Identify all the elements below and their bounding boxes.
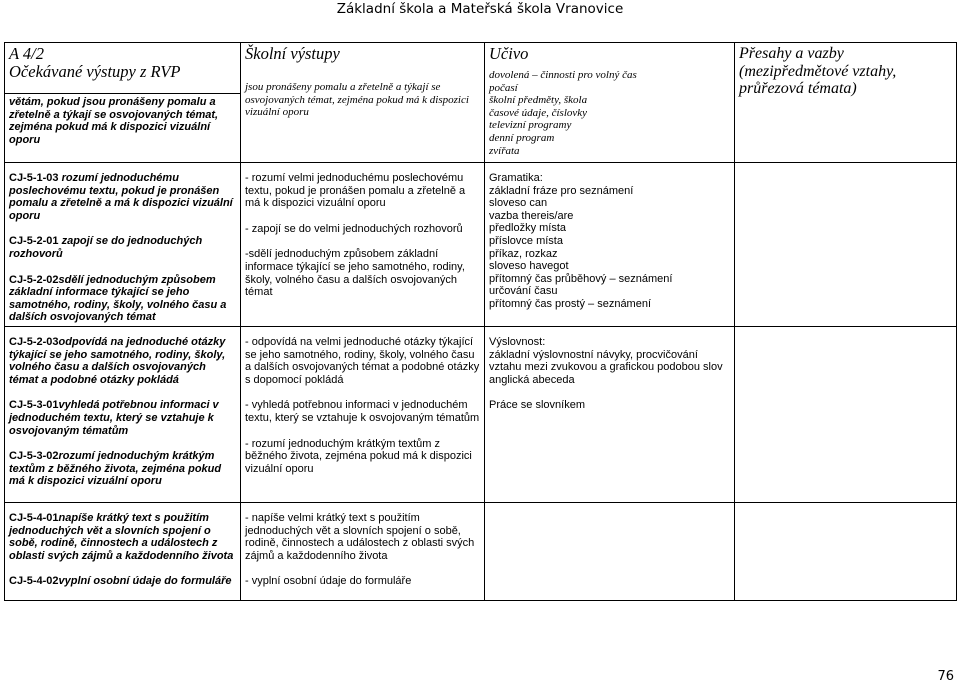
output-text: zapojí se do jednoduchých rozhovorů (9, 235, 203, 260)
curriculum-item: vazba thereis/are (489, 209, 574, 222)
curriculum-cell (485, 502, 735, 600)
spacer (9, 386, 236, 399)
header-cell-overlaps (735, 43, 957, 163)
school-output-item: - zapojí se do velmi jednoduchých rozhovorů (245, 222, 463, 235)
expected-output-item (9, 575, 236, 588)
expected-output-item (9, 235, 236, 260)
school-output-item: - vyhledá potřebnou informaci v jednoduchém textu, který se vztahuje k osvojovaným tématům (245, 399, 480, 424)
expected-output-item (9, 336, 236, 386)
school-output-item: - odpovídá na velmi jednoduché otázky týkající se jeho samotného, rodiny, školy, volného času a dalších osvojovaných témat a podobné otázky s dopomocí pokládá (245, 335, 480, 386)
table-row (5, 163, 957, 327)
curriculum-item: příslovce místa (489, 234, 563, 247)
curriculum-item: denní program (489, 131, 555, 144)
spacer (245, 210, 480, 223)
table-header-row (5, 43, 957, 94)
output-code: CJ-5-2-03 (9, 335, 59, 348)
spacer (9, 437, 236, 450)
header-school-outputs: Školní výstupy (245, 44, 340, 63)
curriculum-item: základní fráze pro seznámení (489, 184, 634, 197)
output-code: CJ-5-1-03 (9, 172, 59, 184)
school-output-item: -sdělí jednoduchým způsobem základní informace týkající se jeho samotného, rodiny, školy, volného času a dalších osvojovaných témat (245, 248, 465, 299)
spacer (245, 235, 480, 248)
curriculum-item: sloveso can (489, 197, 548, 210)
expected-output-item (9, 399, 236, 437)
curriculum-item: Práce se slovníkem (489, 399, 585, 412)
school-output-item: - vyplní osobní údaje do formuláře (245, 575, 412, 588)
expected-output-item (9, 512, 236, 562)
page-header: Základní škola a Mateřská škola Vranovice (336, 1, 624, 17)
curriculum-list (489, 69, 730, 157)
overlaps-cell (735, 163, 957, 327)
expected-output-item (9, 274, 236, 324)
output-text: napíše krátký text s použitím jednoduchých vět a slovních spojení o sobě, rodině, činnostech a událostech z oblasti svých zájmů a každodenního života (9, 511, 234, 562)
spacer (9, 562, 236, 575)
overlaps-cell (735, 502, 957, 600)
overlaps-cell (735, 326, 957, 502)
spacer (245, 386, 480, 399)
curriculum-item: anglická abeceda (489, 373, 575, 386)
curriculum-item: sloveso havegot (489, 260, 569, 273)
output-text: vyplní osobní údaje do formuláře (58, 575, 232, 588)
school-output-item: - rozumí jednoduchým krátkým textům z běžného života, zejména pokud má k dispozici vizuální oporu (245, 437, 472, 475)
expected-output-item (9, 172, 236, 222)
output-text: sdělí jednoduchým způsobem základní informace týkající se jeho samotného, rodiny, školy, volného času a dalších osvojovaných témat (9, 273, 227, 324)
curriculum-item: Gramatika: (489, 172, 543, 184)
spacer (9, 261, 236, 274)
school-outputs-cell (241, 163, 485, 327)
output-code: CJ-5-3-01 (9, 399, 59, 412)
header-cell-curriculum (485, 43, 735, 163)
spacer (489, 386, 730, 399)
output-code: CJ-5-3-02 (9, 450, 59, 463)
output-text: vyhledá potřebnou informaci v jednoduchém textu, který se vztahuje k osvojovaným tématům (9, 399, 219, 437)
output-text: odpovídá na jednoduché otázky týkající se jeho samotného, rodiny, školy, volného času a dalších osvojovaných témat a podobné otázky pokládá (9, 335, 226, 386)
expected-outputs-cell (5, 326, 241, 502)
header-cell-expected-outputs (5, 43, 241, 94)
curriculum-item: dovolená – činnosti pro volný čas (489, 69, 637, 81)
spacer (245, 562, 480, 575)
school-outputs-cell (241, 502, 485, 600)
table-row (5, 326, 957, 502)
spacer (9, 222, 236, 235)
curriculum-item: základní výslovnostní návyky, procvičování vztahu mezi zvukovou a grafickou podobou slov (489, 348, 723, 374)
header-overlaps: Přesahy a vazby (mezipředmětové vztahy, průřezová témata) (739, 45, 897, 97)
expected-outputs-cell (5, 163, 241, 327)
curriculum-item: přítomný čas prostý – seznámení (489, 297, 652, 310)
expected-outputs-cell (5, 94, 241, 163)
curriculum-item: příkaz, rozkaz (489, 247, 558, 260)
curriculum-cell (485, 326, 735, 502)
output-code: CJ-5-4-01 (9, 511, 59, 524)
output-text: rozumí jednoduchému poslechovému textu, pokud je pronášen pomalu a zřetelně a má k dispozici vizuální oporu (9, 172, 233, 222)
curriculum-table (4, 42, 957, 601)
expected-output-item (9, 96, 236, 146)
curriculum-item: Výslovnost: (489, 335, 546, 348)
curriculum-item: televizní programy (489, 119, 572, 132)
school-output-item: - rozumí velmi jednoduchému poslechovému textu, pokud je pronášen pomalu a zřetelně a má k dispozici vizuální oporu (245, 172, 466, 210)
school-outputs-cell (241, 326, 485, 502)
curriculum-item: zvířata (489, 144, 520, 157)
header-curriculum: Učivo (489, 44, 529, 63)
curriculum-cell (485, 163, 735, 327)
header-cell-school-outputs (241, 43, 485, 163)
page-number: 76 (937, 669, 954, 684)
spacer (245, 425, 480, 438)
table-code: A 4/2 (9, 44, 44, 63)
curriculum-item: časové údaje, číslovky (489, 106, 588, 119)
header-expected-outputs: Očekávané výstupy z RVP (9, 62, 181, 81)
output-code: CJ-5-2-02 (9, 273, 59, 286)
output-code: CJ-5-4-02 (9, 575, 59, 588)
table-row (5, 502, 957, 600)
curriculum-item: počasí (489, 81, 518, 94)
list-item: jsou pronášeny pomalu a zřetelně a týkají se osvojovaných témat, zejména pokud má k dispozici vizuální oporu (245, 81, 469, 119)
output-text: větám, pokud jsou pronášeny pomalu a zřetelně a týkají se osvojovaných témat, zejména pokud má k dispozici vizuální oporu (9, 96, 219, 146)
expected-outputs-cell (5, 502, 241, 600)
curriculum-item: školní předměty, škola (489, 94, 588, 107)
curriculum-item: určování času (489, 285, 558, 298)
output-text: rozumí jednoduchým krátkým textům z běžného života, zejména pokud má k dispozici vizuální oporu (9, 450, 222, 488)
curriculum-item: přítomný čas průběhový – seznámení (489, 272, 673, 285)
school-output-item: - napíše velmi krátký text s použitím jednoduchých vět a slovních spojení o sobě, rodině, činnostech a událostech z oblasti svých zájmů a každodenního života (245, 511, 475, 562)
expected-output-item (9, 450, 236, 488)
curriculum-item: předložky místa (489, 222, 567, 235)
output-code: CJ-5-2-01 (9, 235, 59, 248)
